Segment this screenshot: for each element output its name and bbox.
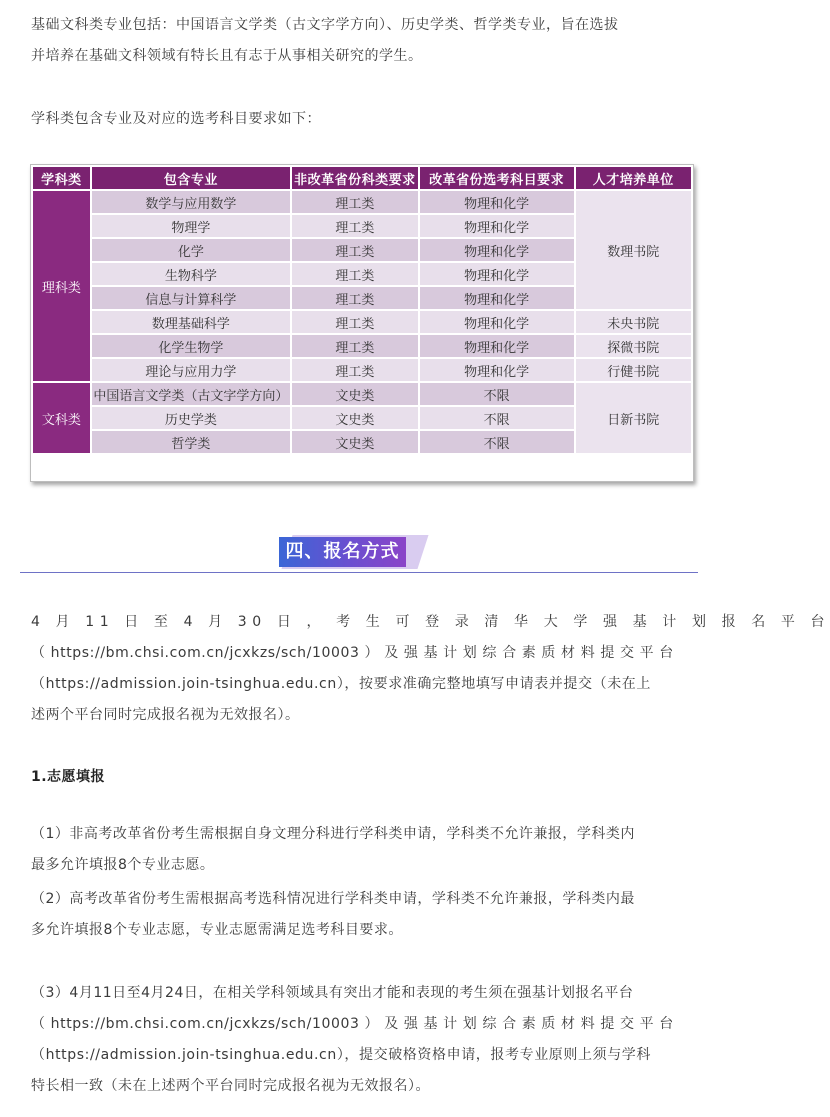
header-category: 学科类 <box>33 167 90 189</box>
reform-cell: 物理和化学 <box>420 263 574 285</box>
item-3-line-2: （ https://bm.chsi.com.cn/jcxkzs/sch/10003 ） 及 强 基 计 划 综 合 素 质 材 料 提 交 平 台 <box>31 1016 674 1032</box>
intro-line-1: 基础文科类专业包括：中国语言文学类（古文字学方向）、历史学类、哲学类专业，旨在选拔 <box>31 17 619 33</box>
major-cell: 信息与计算科学 <box>92 287 290 309</box>
unit-cell-tanwei: 探微书院 <box>576 335 691 357</box>
nonreform-cell: 理工类 <box>292 335 418 357</box>
major-cell: 化学 <box>92 239 290 261</box>
section-title: 四、报名方式 <box>285 541 400 562</box>
item-2-line-2: 多允许填报8个专业志愿，专业志愿需满足选考科目要求。 <box>31 922 403 938</box>
nonreform-cell: 理工类 <box>292 239 418 261</box>
table-row <box>33 335 691 357</box>
nonreform-cell: 理工类 <box>292 191 418 213</box>
nonreform-cell: 理工类 <box>292 311 418 333</box>
reform-cell: 不限 <box>420 407 574 429</box>
item-1-line-1: （1）非高考改革省份考生需根据自身文理分科进行学科类申请，学科类不允许兼报，学科类内 <box>31 826 635 842</box>
header-major: 包含专业 <box>92 167 290 189</box>
reform-cell: 物理和化学 <box>420 335 574 357</box>
item-1-line-2: 最多允许填报8个专业志愿。 <box>31 857 215 873</box>
registration-line-1: 4 月 11 日 至 4 月 30 日 ， 考 生 可 登 录 清 华 大 学 强 基 计 划 报 名 平 台 <box>31 614 830 630</box>
unit-cell-xingjian: 行健书院 <box>576 359 691 381</box>
major-cell: 哲学类 <box>92 431 290 453</box>
item-2-line-1: （2）高考改革省份考生需根据高考选科情况进行学科类申请，学科类不允许兼报，学科类内最 <box>31 891 635 907</box>
nonreform-cell: 文史类 <box>292 431 418 453</box>
table-row <box>33 311 691 333</box>
header-nonreform: 非改革省份科类要求 <box>292 167 418 189</box>
unit-cell-weiyang: 未央书院 <box>576 311 691 333</box>
nonreform-cell: 文史类 <box>292 407 418 429</box>
majors-table-container <box>30 164 694 482</box>
major-cell: 化学生物学 <box>92 335 290 357</box>
major-cell: 生物科学 <box>92 263 290 285</box>
reform-cell: 物理和化学 <box>420 215 574 237</box>
nonreform-cell: 理工类 <box>292 215 418 237</box>
nonreform-cell: 文史类 <box>292 383 418 405</box>
item-2-paragraph <box>31 884 693 946</box>
category-science: 理科类 <box>33 191 90 381</box>
section-divider <box>20 572 698 573</box>
majors-table <box>31 165 693 455</box>
table-header-row <box>33 167 691 189</box>
registration-line-2: （ https://bm.chsi.com.cn/jcxkzs/sch/10003 ） 及 强 基 计 划 综 合 素 质 材 料 提 交 平 台 <box>31 645 674 661</box>
reform-cell: 不限 <box>420 431 574 453</box>
intro-paragraph <box>31 10 693 72</box>
table-row <box>33 383 691 405</box>
major-cell: 物理学 <box>92 215 290 237</box>
major-cell: 数学与应用数学 <box>92 191 290 213</box>
header-reform: 改革省份选考科目要求 <box>420 167 574 189</box>
reform-cell: 物理和化学 <box>420 191 574 213</box>
registration-line-3: （https://admission.join-tsinghua.edu.cn），按要求准确完整地填写申请表并提交（未在上 <box>31 676 652 692</box>
nonreform-cell: 理工类 <box>292 287 418 309</box>
item-3-line-1: （3）4月11日至4月24日，在相关学科领域具有突出才能和表现的考生须在强基计划报名平台 <box>31 985 634 1001</box>
item-3-line-4: 特长相一致（未在上述两个平台同时完成报名视为无效报名）。 <box>31 1078 430 1094</box>
unit-cell-rixin: 日新书院 <box>576 383 691 453</box>
reform-cell: 物理和化学 <box>420 359 574 381</box>
item-3-line-3: （https://admission.join-tsinghua.edu.cn），提交破格资格申请，报考专业原则上须与学科 <box>31 1047 652 1063</box>
major-cell: 数理基础科学 <box>92 311 290 333</box>
section-heading-badge <box>279 535 423 569</box>
subsection-title: 1.志愿填报 <box>31 769 106 785</box>
reform-cell: 物理和化学 <box>420 239 574 261</box>
registration-paragraph <box>31 607 830 731</box>
item-3-paragraph <box>31 978 693 1102</box>
major-cell: 理论与应用力学 <box>92 359 290 381</box>
table-row <box>33 359 691 381</box>
intro-line-2: 并培养在基础文科领域有特长且有志于从事相关研究的学生。 <box>31 48 423 64</box>
major-cell: 历史学类 <box>92 407 290 429</box>
nonreform-cell: 理工类 <box>292 359 418 381</box>
reform-cell: 不限 <box>420 383 574 405</box>
unit-cell-shuli: 数理书院 <box>576 191 691 309</box>
table-row <box>33 191 691 213</box>
registration-line-4: 述两个平台同时完成报名视为无效报名）。 <box>31 707 300 723</box>
nonreform-cell: 理工类 <box>292 263 418 285</box>
major-cell: 中国语言文学类（古文字学方向） <box>92 383 290 405</box>
header-unit: 人才培养单位 <box>576 167 691 189</box>
item-1-paragraph <box>31 819 693 881</box>
reform-cell: 物理和化学 <box>420 287 574 309</box>
category-arts: 文科类 <box>33 383 90 453</box>
table-intro: 学科类包含专业及对应的选考科目要求如下： <box>31 111 321 127</box>
reform-cell: 物理和化学 <box>420 311 574 333</box>
